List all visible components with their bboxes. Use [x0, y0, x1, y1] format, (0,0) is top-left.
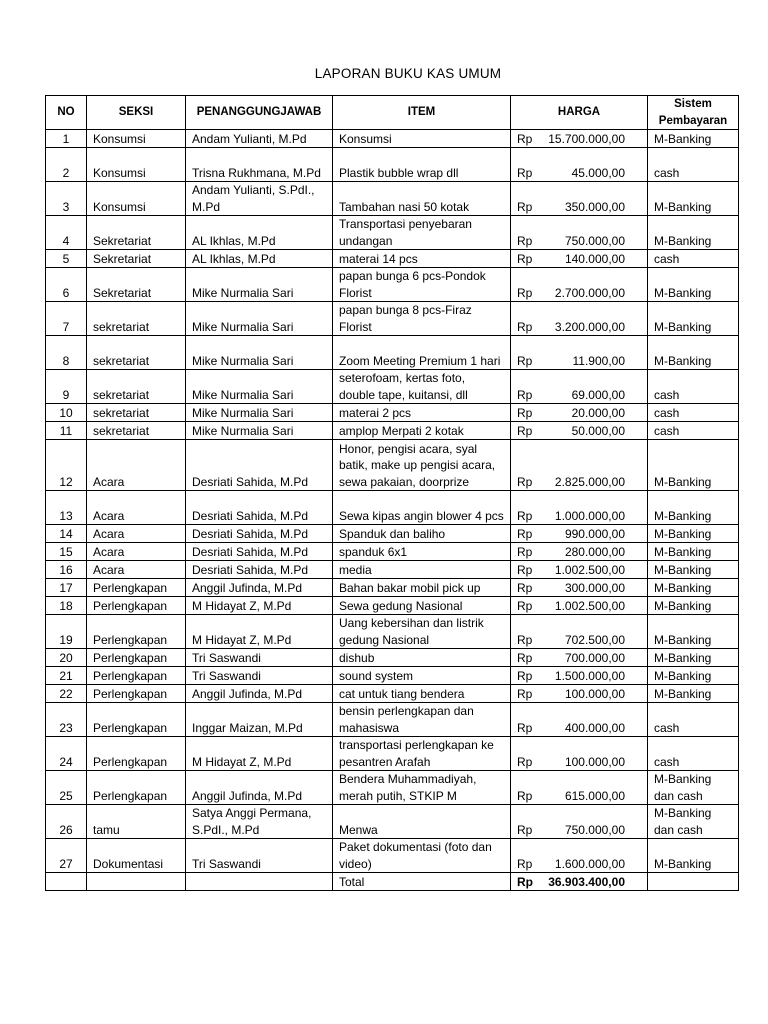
- row-seksi: Konsumsi: [87, 182, 186, 216]
- row-currency: Rp: [517, 353, 533, 368]
- table-row: [46, 491, 739, 525]
- row-harga: [511, 404, 648, 422]
- row-currency: Rp: [517, 251, 533, 266]
- row-sistem-pembayaran: cash: [648, 404, 739, 422]
- table-row: [46, 839, 739, 873]
- row-amount: 50.000,00: [571, 423, 625, 438]
- row-seksi: Konsumsi: [87, 130, 186, 148]
- row-sistem-pembayaran: M-Banking: [648, 130, 739, 148]
- row-amount: 350.000,00: [564, 199, 625, 214]
- row-amount: 100.000,00: [564, 754, 625, 769]
- row-harga: [511, 561, 648, 579]
- row-currency: Rp: [517, 562, 533, 577]
- row-currency: Rp: [517, 598, 533, 613]
- row-seksi: Perlengkapan: [87, 597, 186, 615]
- row-sistem-pembayaran: M-Banking: [648, 579, 739, 597]
- row-no: 14: [46, 525, 87, 543]
- header-harga: HARGA: [511, 96, 648, 130]
- header-no: NO: [46, 96, 87, 130]
- row-seksi: sekretariat: [87, 370, 186, 404]
- row-seksi: Konsumsi: [87, 148, 186, 182]
- row-amount: 750.000,00: [564, 822, 625, 837]
- total-no-cell: [46, 873, 87, 891]
- row-seksi: Perlengkapan: [87, 579, 186, 597]
- row-harga: [511, 597, 648, 615]
- row-sistem-pembayaran: cash: [648, 250, 739, 268]
- total-harga-cell: [511, 873, 648, 891]
- table-row: [46, 302, 739, 336]
- row-harga: [511, 182, 648, 216]
- row-seksi: Perlengkapan: [87, 667, 186, 685]
- row-no: 16: [46, 561, 87, 579]
- row-harga: [511, 268, 648, 302]
- row-penanggungjawab: Tri Saswandi: [186, 839, 333, 873]
- row-harga: [511, 839, 648, 873]
- row-item: spanduk 6x1: [333, 543, 511, 561]
- row-item: materai 2 pcs: [333, 404, 511, 422]
- row-amount: 1.600.000,00: [554, 856, 625, 871]
- row-amount: 1.500.000,00: [554, 668, 625, 683]
- row-sistem-pembayaran: M-Banking: [648, 491, 739, 525]
- row-harga: [511, 250, 648, 268]
- row-seksi: Perlengkapan: [87, 615, 186, 649]
- row-harga: [511, 148, 648, 182]
- row-amount: 700.000,00: [564, 650, 625, 665]
- row-sistem-pembayaran: M-Banking: [648, 685, 739, 703]
- row-item: Spanduk dan baliho: [333, 525, 511, 543]
- row-seksi: Sekretariat: [87, 268, 186, 302]
- row-seksi: sekretariat: [87, 404, 186, 422]
- row-sistem-pembayaran: M-Banking: [648, 302, 739, 336]
- row-sistem-pembayaran: M-Banking: [648, 543, 739, 561]
- row-item: Konsumsi: [333, 130, 511, 148]
- row-no: 9: [46, 370, 87, 404]
- table-row: [46, 685, 739, 703]
- total-label: Total: [333, 873, 511, 891]
- row-penanggungjawab: Mike Nurmalia Sari: [186, 370, 333, 404]
- row-penanggungjawab: Mike Nurmalia Sari: [186, 302, 333, 336]
- row-no: 15: [46, 543, 87, 561]
- row-currency: Rp: [517, 544, 533, 559]
- row-no: 2: [46, 148, 87, 182]
- row-penanggungjawab: Trisna Rukhmana, M.Pd: [186, 148, 333, 182]
- row-no: 27: [46, 839, 87, 873]
- table-row: [46, 336, 739, 370]
- row-penanggungjawab: M Hidayat Z, M.Pd: [186, 737, 333, 771]
- row-no: 11: [46, 422, 87, 440]
- row-harga: [511, 440, 648, 491]
- row-harga: [511, 302, 648, 336]
- table-row: [46, 182, 739, 216]
- row-no: 18: [46, 597, 87, 615]
- row-seksi: Perlengkapan: [87, 703, 186, 737]
- row-currency: Rp: [517, 387, 533, 402]
- row-currency: Rp: [517, 580, 533, 595]
- row-penanggungjawab: Anggil Jufinda, M.Pd: [186, 579, 333, 597]
- row-amount: 2.825.000,00: [554, 474, 625, 489]
- row-seksi: Acara: [87, 491, 186, 525]
- table-row: [46, 440, 739, 491]
- row-currency: Rp: [517, 199, 533, 214]
- row-harga: [511, 685, 648, 703]
- row-item: cat untuk tiang bendera: [333, 685, 511, 703]
- row-no: 21: [46, 667, 87, 685]
- row-currency: Rp: [517, 405, 533, 420]
- row-sistem-pembayaran: M-Banking: [648, 440, 739, 491]
- row-penanggungjawab: Anggil Jufinda, M.Pd: [186, 771, 333, 805]
- header-sistem-pembayaran: Sistem Pembayaran: [648, 96, 739, 130]
- row-no: 25: [46, 771, 87, 805]
- row-sistem-pembayaran: M-Banking: [648, 561, 739, 579]
- table-row: [46, 561, 739, 579]
- row-penanggungjawab: Desriati Sahida, M.Pd: [186, 525, 333, 543]
- row-sistem-pembayaran: M-Banking dan cash: [648, 771, 739, 805]
- row-seksi: Acara: [87, 561, 186, 579]
- row-no: 5: [46, 250, 87, 268]
- table-row: [46, 597, 739, 615]
- table-row: [46, 543, 739, 561]
- row-harga: [511, 336, 648, 370]
- row-penanggungjawab: AL Ikhlas, M.Pd: [186, 216, 333, 250]
- table-row: [46, 737, 739, 771]
- row-harga: [511, 771, 648, 805]
- total-pj-cell: [186, 873, 333, 891]
- header-penanggungjawab: PENANGGUNGJAWAB: [186, 96, 333, 130]
- row-amount: 1.000.000,00: [554, 508, 625, 523]
- row-penanggungjawab: M Hidayat Z, M.Pd: [186, 597, 333, 615]
- total-seksi-cell: [87, 873, 186, 891]
- table-row: [46, 148, 739, 182]
- row-amount: 400.000,00: [564, 720, 625, 735]
- row-amount: 990.000,00: [564, 526, 625, 541]
- table-row: [46, 250, 739, 268]
- row-amount: 615.000,00: [564, 788, 625, 803]
- row-amount: 20.000,00: [571, 405, 625, 420]
- table-row: [46, 130, 739, 148]
- table-row: [46, 404, 739, 422]
- total-pay-cell: [648, 873, 739, 891]
- row-seksi: sekretariat: [87, 336, 186, 370]
- total-currency: Rp: [517, 874, 533, 889]
- row-harga: [511, 216, 648, 250]
- row-sistem-pembayaran: cash: [648, 737, 739, 771]
- row-item: Zoom Meeting Premium 1 hari: [333, 336, 511, 370]
- row-currency: Rp: [517, 423, 533, 438]
- row-amount: 69.000,00: [571, 387, 625, 402]
- row-sistem-pembayaran: M-Banking: [648, 182, 739, 216]
- row-amount: 3.200.000,00: [554, 319, 625, 334]
- row-harga: [511, 130, 648, 148]
- row-item: bensin perlengkapan dan mahasiswa: [333, 703, 511, 737]
- row-amount: 750.000,00: [564, 233, 625, 248]
- ledger-body: [46, 130, 739, 873]
- total-row: [46, 873, 739, 891]
- table-row: [46, 422, 739, 440]
- row-seksi: Acara: [87, 543, 186, 561]
- row-item: papan bunga 6 pcs-Pondok Florist: [333, 268, 511, 302]
- table-row: [46, 268, 739, 302]
- row-penanggungjawab: Desriati Sahida, M.Pd: [186, 561, 333, 579]
- row-penanggungjawab: Tri Saswandi: [186, 649, 333, 667]
- row-sistem-pembayaran: cash: [648, 703, 739, 737]
- row-seksi: Sekretariat: [87, 216, 186, 250]
- row-penanggungjawab: Mike Nurmalia Sari: [186, 404, 333, 422]
- row-penanggungjawab: Mike Nurmalia Sari: [186, 422, 333, 440]
- row-no: 24: [46, 737, 87, 771]
- row-penanggungjawab: Tri Saswandi: [186, 667, 333, 685]
- row-sistem-pembayaran: cash: [648, 370, 739, 404]
- row-amount: 11.900,00: [572, 353, 625, 368]
- row-seksi: tamu: [87, 805, 186, 839]
- total-amount: 36.903.400,00: [548, 874, 625, 889]
- row-item: Menwa: [333, 805, 511, 839]
- row-penanggungjawab: Desriati Sahida, M.Pd: [186, 440, 333, 491]
- row-harga: [511, 491, 648, 525]
- row-amount: 1.002.500,00: [554, 562, 625, 577]
- row-harga: [511, 649, 648, 667]
- row-no: 17: [46, 579, 87, 597]
- row-seksi: sekretariat: [87, 422, 186, 440]
- row-sistem-pembayaran: M-Banking dan cash: [648, 805, 739, 839]
- table-row: [46, 771, 739, 805]
- row-harga: [511, 805, 648, 839]
- row-amount: 300.000,00: [564, 580, 625, 595]
- row-no: 8: [46, 336, 87, 370]
- row-item: Sewa kipas angin blower 4 pcs: [333, 491, 511, 525]
- row-penanggungjawab: Inggar Maizan, M.Pd: [186, 703, 333, 737]
- row-currency: Rp: [517, 319, 533, 334]
- row-amount: 280.000,00: [564, 544, 625, 559]
- row-no: 4: [46, 216, 87, 250]
- row-harga: [511, 737, 648, 771]
- row-no: 20: [46, 649, 87, 667]
- row-sistem-pembayaran: M-Banking: [648, 649, 739, 667]
- row-harga: [511, 703, 648, 737]
- row-penanggungjawab: Andam Yulianti, M.Pd: [186, 130, 333, 148]
- row-no: 13: [46, 491, 87, 525]
- table-row: [46, 216, 739, 250]
- table-row: [46, 370, 739, 404]
- row-sistem-pembayaran: M-Banking: [648, 525, 739, 543]
- row-item: transportasi perlengkapan ke pesantren Arafah: [333, 737, 511, 771]
- row-currency: Rp: [517, 526, 533, 541]
- row-item: Uang kebersihan dan listrik gedung Nasional: [333, 615, 511, 649]
- row-currency: Rp: [517, 686, 533, 701]
- row-item: Tambahan nasi 50 kotak: [333, 182, 511, 216]
- row-no: 7: [46, 302, 87, 336]
- row-sistem-pembayaran: M-Banking: [648, 336, 739, 370]
- row-amount: 702.500,00: [564, 632, 625, 647]
- row-no: 23: [46, 703, 87, 737]
- row-currency: Rp: [517, 788, 533, 803]
- row-currency: Rp: [517, 668, 533, 683]
- row-sistem-pembayaran: M-Banking: [648, 268, 739, 302]
- row-item: papan bunga 8 pcs-Firaz Florist: [333, 302, 511, 336]
- row-currency: Rp: [517, 131, 533, 146]
- row-item: dishub: [333, 649, 511, 667]
- row-sistem-pembayaran: M-Banking: [648, 615, 739, 649]
- table-row: [46, 615, 739, 649]
- row-item: sound system: [333, 667, 511, 685]
- row-sistem-pembayaran: M-Banking: [648, 839, 739, 873]
- row-penanggungjawab: Desriati Sahida, M.Pd: [186, 543, 333, 561]
- row-currency: Rp: [517, 233, 533, 248]
- row-amount: 140.000,00: [564, 251, 625, 266]
- row-sistem-pembayaran: cash: [648, 422, 739, 440]
- row-item: Bahan bakar mobil pick up: [333, 579, 511, 597]
- header-seksi: SEKSI: [87, 96, 186, 130]
- table-row: [46, 525, 739, 543]
- row-sistem-pembayaran: M-Banking: [648, 216, 739, 250]
- row-harga: [511, 525, 648, 543]
- row-seksi: Perlengkapan: [87, 649, 186, 667]
- row-no: 3: [46, 182, 87, 216]
- header-row: [46, 96, 739, 130]
- row-seksi: Acara: [87, 440, 186, 491]
- row-item: Honor, pengisi acara, syal batik, make up pengisi acara, sewa pakaian, doorprize: [333, 440, 511, 491]
- row-no: 1: [46, 130, 87, 148]
- table-row: [46, 649, 739, 667]
- row-amount: 100.000,00: [564, 686, 625, 701]
- row-seksi: Perlengkapan: [87, 737, 186, 771]
- row-harga: [511, 667, 648, 685]
- row-item: Paket dokumentasi (foto dan video): [333, 839, 511, 873]
- row-amount: 2.700.000,00: [554, 285, 625, 300]
- report-title: LAPORAN BUKU KAS UMUM: [314, 66, 502, 81]
- row-currency: Rp: [517, 285, 533, 300]
- row-penanggungjawab: M Hidayat Z, M.Pd: [186, 615, 333, 649]
- row-currency: Rp: [517, 632, 533, 647]
- row-item: materai 14 pcs: [333, 250, 511, 268]
- row-no: 6: [46, 268, 87, 302]
- row-penanggungjawab: Anggil Jufinda, M.Pd: [186, 685, 333, 703]
- row-currency: Rp: [517, 822, 533, 837]
- table-row: [46, 703, 739, 737]
- row-no: 26: [46, 805, 87, 839]
- row-item: amplop Merpati 2 kotak: [333, 422, 511, 440]
- row-harga: [511, 615, 648, 649]
- row-seksi: Perlengkapan: [87, 771, 186, 805]
- row-no: 10: [46, 404, 87, 422]
- row-item: Bendera Muhammadiyah, merah putih, STKIP M: [333, 771, 511, 805]
- row-harga: [511, 422, 648, 440]
- row-currency: Rp: [517, 650, 533, 665]
- row-penanggungjawab: Satya Anggi Permana, S.PdI., M.Pd: [186, 805, 333, 839]
- table-row: [46, 667, 739, 685]
- row-amount: 45.000,00: [571, 165, 625, 180]
- row-harga: [511, 370, 648, 404]
- table-row: [46, 805, 739, 839]
- cash-ledger-table: [45, 95, 739, 891]
- row-harga: [511, 543, 648, 561]
- row-item: Plastik bubble wrap dll: [333, 148, 511, 182]
- row-currency: Rp: [517, 474, 533, 489]
- row-penanggungjawab: AL Ikhlas, M.Pd: [186, 250, 333, 268]
- row-currency: Rp: [517, 165, 533, 180]
- row-penanggungjawab: Mike Nurmalia Sari: [186, 268, 333, 302]
- row-item: Sewa gedung Nasional: [333, 597, 511, 615]
- row-seksi: Perlengkapan: [87, 685, 186, 703]
- row-item: Transportasi penyebaran undangan: [333, 216, 511, 250]
- row-sistem-pembayaran: M-Banking: [648, 597, 739, 615]
- row-seksi: Acara: [87, 525, 186, 543]
- row-penanggungjawab: Andam Yulianti, S.PdI., M.Pd: [186, 182, 333, 216]
- row-currency: Rp: [517, 754, 533, 769]
- row-no: 22: [46, 685, 87, 703]
- row-penanggungjawab: Desriati Sahida, M.Pd: [186, 491, 333, 525]
- row-amount: 15.700.000,00: [548, 131, 625, 146]
- row-currency: Rp: [517, 508, 533, 523]
- row-item: seterofoam, kertas foto, double tape, kuitansi, dll: [333, 370, 511, 404]
- row-item: media: [333, 561, 511, 579]
- row-amount: 1.002.500,00: [554, 598, 625, 613]
- row-seksi: Dokumentasi: [87, 839, 186, 873]
- row-sistem-pembayaran: cash: [648, 148, 739, 182]
- table-row: [46, 579, 739, 597]
- row-harga: [511, 579, 648, 597]
- row-sistem-pembayaran: M-Banking: [648, 667, 739, 685]
- row-currency: Rp: [517, 856, 533, 871]
- row-currency: Rp: [517, 720, 533, 735]
- row-no: 12: [46, 440, 87, 491]
- header-item: ITEM: [333, 96, 511, 130]
- row-seksi: Sekretariat: [87, 250, 186, 268]
- row-penanggungjawab: Mike Nurmalia Sari: [186, 336, 333, 370]
- row-no: 19: [46, 615, 87, 649]
- row-seksi: sekretariat: [87, 302, 186, 336]
